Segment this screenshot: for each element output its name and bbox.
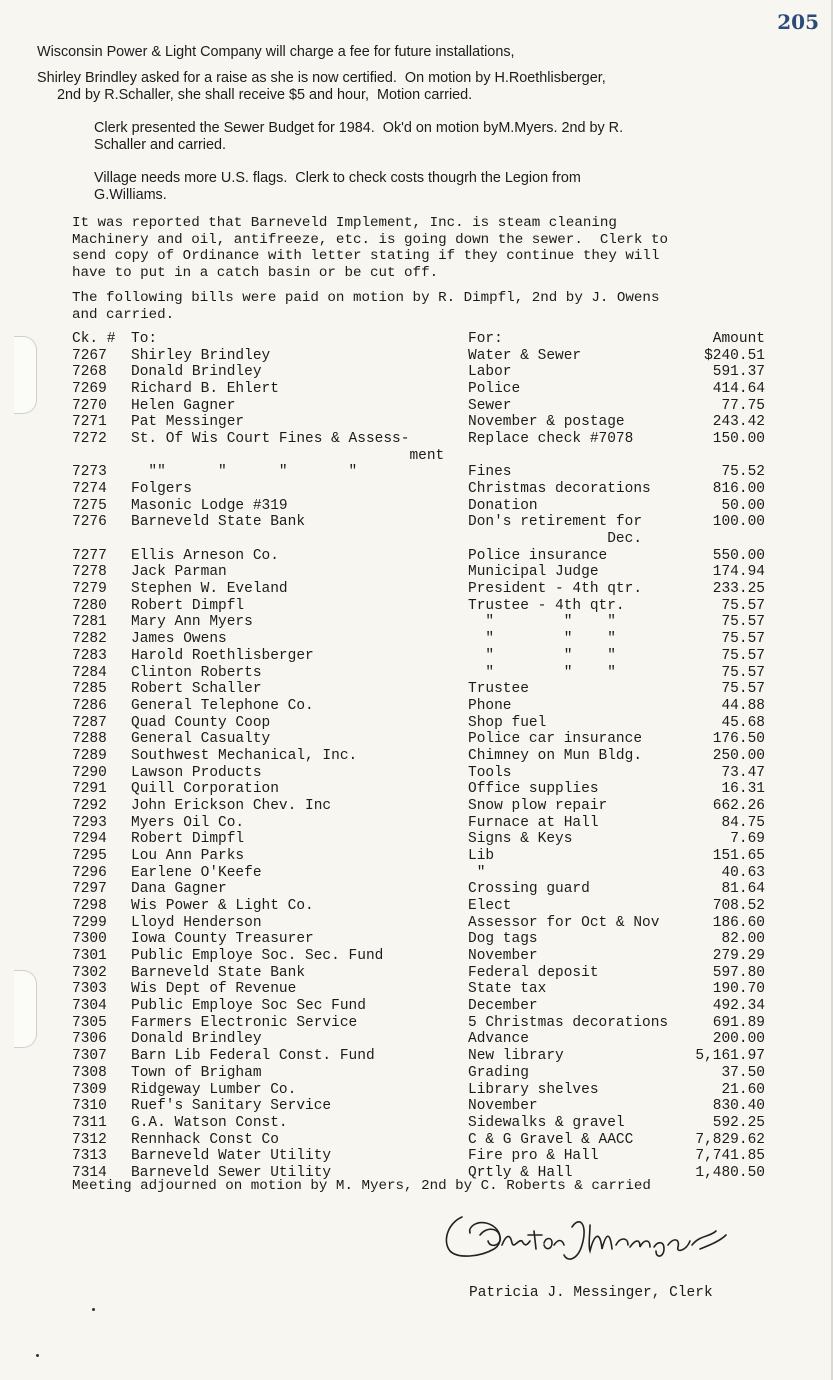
cell-amount: 662.26 <box>712 797 765 814</box>
cell-ck: 7301 <box>72 948 107 965</box>
cell-for: November & postage <box>468 414 625 431</box>
cell-for: Qrtly & Hall <box>468 1164 573 1181</box>
cell-to: Quad County Coop <box>131 714 271 731</box>
table-row <box>0 781 833 798</box>
cell-for: " " " <box>468 614 616 631</box>
cell-to: Ridgeway Lumber Co. <box>131 1081 297 1098</box>
cell-to: Public Employe Soc Sec Fund <box>131 998 366 1015</box>
cell-for: Municipal Judge <box>468 564 599 581</box>
table-row <box>0 881 833 898</box>
paper-speck <box>92 1308 95 1311</box>
cell-ck: 7273 <box>72 464 107 481</box>
cell-amount: 7,829.62 <box>695 1131 765 1148</box>
cell-amount: 75.52 <box>721 464 765 481</box>
cell-ck: 7306 <box>72 1031 107 1048</box>
table-row <box>0 665 833 682</box>
cell-ck: 7304 <box>72 998 107 1015</box>
table-row <box>0 1148 833 1165</box>
cell-ck: 7298 <box>72 898 107 915</box>
cell-amount: 21.60 <box>721 1081 765 1098</box>
page-number: 205 <box>777 10 819 34</box>
cell-amount: 233.25 <box>712 581 765 598</box>
cell-amount: 150.00 <box>712 431 765 447</box>
paragraph-implement-report: It was reported that Barneveld Implement, Inc. is steam cleaning Machinery and oil, antifreeze, etc. is going down the sewer. Clerk to send copy of Ordinance with letter stating if they continue they will have to put in a catch basin or be cut off. <box>72 215 668 282</box>
cell-to: Helen Gagner <box>131 397 236 414</box>
table-row <box>0 681 833 698</box>
cell-ck: 7303 <box>72 981 107 998</box>
cell-for: Water & Sewer <box>468 347 582 364</box>
cell-amount: 75.57 <box>721 631 765 648</box>
cell-ck: 7281 <box>72 614 107 631</box>
cell-amount: 174.94 <box>712 564 765 581</box>
cell-for: C & G Gravel & AACC <box>468 1131 634 1148</box>
paragraph-power-company: Wisconsin Power & Light Company will charge a fee for future installations, <box>37 44 515 60</box>
cell-to: Lawson Products <box>131 764 262 781</box>
cell-to: Mary Ann Myers <box>131 614 253 631</box>
table-row <box>0 1031 833 1048</box>
table-row <box>0 348 833 365</box>
cell-to: Ellis Arneson Co. <box>131 547 279 564</box>
table-row <box>0 848 833 865</box>
cell-for: New library <box>468 1048 564 1065</box>
cell-amount: 591.37 <box>712 364 765 381</box>
cell-amount: 75.57 <box>721 597 765 614</box>
cell-amount: 250.00 <box>712 747 765 764</box>
cell-amount: 44.88 <box>721 697 765 714</box>
cell-ck: 7270 <box>72 397 107 414</box>
cell-amount: 550.00 <box>712 547 765 564</box>
cell-to: Wis Dept of Revenue <box>131 981 297 998</box>
table-row <box>0 598 833 615</box>
cell-ck: 7276 <box>72 514 107 531</box>
table-row <box>0 698 833 715</box>
cell-for: President - 4th qtr. <box>468 581 643 598</box>
cell-to: Iowa County Treasurer <box>131 931 314 948</box>
cell-ck: 7292 <box>72 797 107 814</box>
paper-speck <box>36 1354 39 1357</box>
cell-amount: 830.40 <box>712 1098 765 1115</box>
cell-for: Advance <box>468 1031 529 1048</box>
cell-ck: 7314 <box>72 1164 107 1181</box>
cell-ck: 7296 <box>72 864 107 881</box>
table-row <box>0 1048 833 1065</box>
cell-to: G.A. Watson Const. <box>131 1114 288 1131</box>
cell-to: James Owens <box>131 631 227 648</box>
table-row <box>0 1115 833 1132</box>
cell-to: Town of Brigham <box>131 1064 262 1081</box>
cell-amount: 50.00 <box>721 497 765 514</box>
cell-amount: 151.65 <box>712 848 765 864</box>
cell-amount: 176.50 <box>712 731 765 748</box>
cell-ck: 7313 <box>72 1148 107 1165</box>
cell-to: Robert Dimpfl <box>131 831 245 848</box>
cell-ck: 7274 <box>72 481 107 498</box>
cell-to: Farmers Electronic Service <box>131 1014 358 1031</box>
cell-to: Stephen W. Eveland <box>131 581 288 598</box>
cell-amount: 84.75 <box>721 814 765 831</box>
cell-amount: 81.64 <box>721 881 765 898</box>
cell-for: " " " <box>468 631 616 648</box>
header-amount: Amount <box>712 331 765 347</box>
table-row <box>0 464 833 481</box>
clerk-signature <box>440 1205 740 1275</box>
cell-amount: 243.42 <box>712 414 765 431</box>
cell-to: Ruef's Sanitary Service <box>131 1098 332 1115</box>
cell-amount: 7,741.85 <box>695 1148 765 1165</box>
cell-amount: 816.00 <box>712 481 765 498</box>
cell-ck: 7272 <box>72 431 107 447</box>
cell-to: Quill Corporation <box>131 781 279 798</box>
cell-for: Don's retirement for <box>468 514 643 531</box>
cell-amount: 16.31 <box>721 781 765 798</box>
cell-ck: 7284 <box>72 664 107 681</box>
cell-amount: 200.00 <box>712 1031 765 1048</box>
cell-ck: 7312 <box>72 1131 107 1148</box>
table-row <box>0 514 833 531</box>
table-row <box>0 898 833 915</box>
table-row <box>0 414 833 431</box>
cell-ck: 7294 <box>72 831 107 848</box>
cell-amount: 190.70 <box>712 981 765 998</box>
cell-amount: 37.50 <box>721 1064 765 1081</box>
table-row <box>0 548 833 565</box>
cell-to: General Casualty <box>131 731 271 748</box>
cell-ck: 7308 <box>72 1064 107 1081</box>
table-row <box>0 381 833 398</box>
cell-to: Masonic Lodge #319 <box>131 497 288 514</box>
table-row <box>0 1015 833 1032</box>
cell-ck: 7289 <box>72 747 107 764</box>
cell-to: Earlene O'Keefe <box>131 864 262 881</box>
cell-ck: 7278 <box>72 564 107 581</box>
cell-to: Richard B. Ehlert <box>131 380 279 397</box>
cell-for: Chimney on Mun Bldg. <box>468 747 643 764</box>
cell-for: " " " <box>468 647 616 664</box>
cell-for: Trustee - 4th qtr. <box>468 597 625 614</box>
cell-to: Donald Brindley <box>131 364 262 381</box>
cell-for: Assessor for Oct & Nov <box>468 914 660 931</box>
cell-for: Dog tags <box>468 931 538 948</box>
cell-ck: 7283 <box>72 647 107 664</box>
cell-for: Shop fuel <box>468 714 547 731</box>
cell-to: Folgers <box>131 481 192 498</box>
cell-for: Labor <box>468 364 512 381</box>
cell-amount: 7.69 <box>730 831 765 848</box>
cell-ck: 7307 <box>72 1048 107 1065</box>
cell-ck: 7280 <box>72 597 107 614</box>
cell-for: Police insurance <box>468 547 608 564</box>
cell-ck: 7299 <box>72 914 107 931</box>
cell-ck: 7293 <box>72 814 107 831</box>
cell-ck: 7290 <box>72 764 107 781</box>
cell-to: Barn Lib Federal Const. Fund <box>131 1048 375 1065</box>
table-header-row <box>0 331 833 348</box>
table-row <box>0 364 833 381</box>
table-row <box>0 731 833 748</box>
cell-for: Crossing guard <box>468 881 590 898</box>
cell-amount: 45.68 <box>721 714 765 731</box>
closing-line: Meeting adjourned on motion by M. Myers, 2nd by C. Roberts & carried <box>72 1178 651 1194</box>
cell-amount: 75.57 <box>721 614 765 631</box>
paragraph-bills-motion: The following bills were paid on motion by R. Dimpfl, 2nd by J. Owens and carried. <box>72 290 660 323</box>
cell-amount: 186.60 <box>712 914 765 931</box>
table-row <box>0 998 833 1015</box>
cell-to: Donald Brindley <box>131 1031 262 1048</box>
cell-ck: 7300 <box>72 931 107 948</box>
cell-to: Rennhack Const Co <box>131 1131 279 1148</box>
cell-to: Robert Dimpfl <box>131 597 245 614</box>
cell-ck: 7277 <box>72 547 107 564</box>
cell-for: November <box>468 948 538 965</box>
cell-for: Federal deposit <box>468 964 599 981</box>
cell-ck: 7271 <box>72 414 107 431</box>
cell-ck: 7288 <box>72 731 107 748</box>
cell-amount: 492.34 <box>712 998 765 1015</box>
cell-for: 5 Christmas decorations <box>468 1014 669 1031</box>
cell-amount: $240.51 <box>704 347 765 364</box>
table-row <box>0 1082 833 1099</box>
table-row <box>0 431 833 448</box>
cell-amount: 75.57 <box>721 647 765 664</box>
cell-amount: 1,480.50 <box>695 1164 765 1181</box>
cell-amount: 592.25 <box>712 1114 765 1131</box>
cell-for: Signs & Keys <box>468 831 573 848</box>
cell-amount: 77.75 <box>721 397 765 414</box>
cell-amount: 691.89 <box>712 1014 765 1031</box>
cell-ck: 7287 <box>72 714 107 731</box>
cell-to: Wis Power & Light Co. <box>131 898 314 915</box>
cell-to: Shirley Brindley <box>131 347 271 364</box>
cell-ck: 7302 <box>72 964 107 981</box>
cell-ck: 7311 <box>72 1114 107 1131</box>
cell-for: Fines <box>468 464 512 481</box>
table-row <box>0 1065 833 1082</box>
cell-for: Snow plow repair <box>468 797 608 814</box>
cell-amount: 414.64 <box>712 380 765 397</box>
cell-to: Lou Ann Parks <box>131 848 245 864</box>
cell-for: Replace check #7078 <box>468 431 634 447</box>
table-row <box>0 965 833 982</box>
cell-amount: 597.80 <box>712 964 765 981</box>
table-row <box>0 564 833 581</box>
cell-amount: 100.00 <box>712 514 765 531</box>
cell-to: John Erickson Chev. Inc <box>131 797 332 814</box>
cell-to: Lloyd Henderson <box>131 914 262 931</box>
cell-for: Sewer <box>468 397 512 414</box>
cell-to: Pat Messinger <box>131 414 245 431</box>
header-ck: Ck. # <box>72 331 116 347</box>
table-row <box>0 531 833 548</box>
table-row <box>0 631 833 648</box>
table-row <box>0 581 833 598</box>
table-row <box>0 398 833 415</box>
cell-for: Furnace at Hall <box>468 814 599 831</box>
cell-for: Elect <box>468 898 512 915</box>
cell-to: Barneveld State Bank <box>131 964 306 981</box>
table-row <box>0 715 833 732</box>
cell-to: Barneveld Sewer Utility <box>131 1164 332 1181</box>
cell-to: General Telephone Co. <box>131 697 314 714</box>
cell-for: Library shelves <box>468 1081 599 1098</box>
cell-ck: 7310 <box>72 1098 107 1115</box>
cell-to: "" " " " <box>131 464 358 481</box>
cell-for: Lib <box>468 848 495 864</box>
cell-for: " <box>468 864 486 881</box>
header-for: For: <box>468 331 503 347</box>
table-row <box>0 865 833 882</box>
cell-amount: 708.52 <box>712 898 765 915</box>
table-row <box>0 648 833 665</box>
table-row <box>0 815 833 832</box>
cell-ck: 7267 <box>72 347 107 364</box>
cell-amount: 40.63 <box>721 864 765 881</box>
cell-for: Fire pro & Hall <box>468 1148 599 1165</box>
table-row <box>0 981 833 998</box>
cell-amount: 75.57 <box>721 664 765 681</box>
cell-amount: 73.47 <box>721 764 765 781</box>
cell-for: Grading <box>468 1064 529 1081</box>
cell-to: Myers Oil Co. <box>131 814 245 831</box>
cell-for: State tax <box>468 981 547 998</box>
table-row <box>0 748 833 765</box>
cell-ck: 7305 <box>72 1014 107 1031</box>
cell-for: Sidewalks & gravel <box>468 1114 625 1131</box>
cell-ck: 7282 <box>72 631 107 648</box>
cell-for: Police <box>468 380 521 397</box>
cell-to: Jack Parman <box>131 564 227 581</box>
cell-to: St. Of Wis Court Fines & Assess- <box>131 431 410 447</box>
cell-for: Police car insurance <box>468 731 643 748</box>
paragraph-flags: Village needs more U.S. flags. Clerk to check costs thougrh the Legion from G.Williams. <box>94 170 581 203</box>
cell-ck: 7269 <box>72 380 107 397</box>
cell-ck: 7309 <box>72 1081 107 1098</box>
cell-for: Tools <box>468 764 512 781</box>
cell-for: Christmas decorations <box>468 481 651 498</box>
cell-amount: 75.57 <box>721 681 765 698</box>
cell-ck: 7295 <box>72 848 107 864</box>
table-row <box>0 481 833 498</box>
cell-for: Dec. <box>468 531 643 548</box>
cell-to: Southwest Mechanical, Inc. <box>131 747 358 764</box>
cell-ck: 7291 <box>72 781 107 798</box>
cell-for: Donation <box>468 497 538 514</box>
cell-amount: 5,161.97 <box>695 1048 765 1065</box>
table-row <box>0 831 833 848</box>
table-row <box>0 498 833 515</box>
cell-amount: 279.29 <box>712 948 765 965</box>
cell-to: Robert Schaller <box>131 681 262 698</box>
table-row <box>0 448 833 465</box>
cell-amount: 82.00 <box>721 931 765 948</box>
cell-to: Dana Gagner <box>131 881 227 898</box>
cell-to: Harold Roethlisberger <box>131 647 314 664</box>
cell-for: Office supplies <box>468 781 599 798</box>
header-to: To: <box>131 331 158 347</box>
table-row <box>0 1098 833 1115</box>
cell-ck: 7279 <box>72 581 107 598</box>
paragraph-raise: Shirley Brindley asked for a raise as she is now certified. On motion by H.Roethlisberger, 2nd by R.Schaller, she shall receive $5 and hour, Motion carried. <box>37 70 606 103</box>
cell-for: " " " <box>468 664 616 681</box>
cell-for: November <box>468 1098 538 1115</box>
cell-for: December <box>468 998 538 1015</box>
cell-to: Barneveld Water Utility <box>131 1148 332 1165</box>
paragraph-sewer-budget: Clerk presented the Sewer Budget for 1984. Ok'd on motion byM.Myers. 2nd by R. Schaller and carried. <box>94 120 624 153</box>
table-row <box>0 915 833 932</box>
table-row <box>0 614 833 631</box>
table-row <box>0 765 833 782</box>
cell-ck: 7275 <box>72 497 107 514</box>
cell-to: ment <box>131 447 445 464</box>
cell-to: Barneveld State Bank <box>131 514 306 531</box>
cell-to: Clinton Roberts <box>131 664 262 681</box>
cell-for: Trustee <box>468 681 529 698</box>
cell-for: Phone <box>468 697 512 714</box>
clerk-name: Patricia J. Messinger, Clerk <box>469 1285 713 1301</box>
cell-to: Public Employe Soc. Sec. Fund <box>131 948 384 965</box>
table-row <box>0 1132 833 1149</box>
cell-ck: 7268 <box>72 364 107 381</box>
table-row <box>0 931 833 948</box>
cell-ck: 7285 <box>72 681 107 698</box>
cell-ck: 7286 <box>72 697 107 714</box>
table-row <box>0 798 833 815</box>
table-row <box>0 948 833 965</box>
cell-ck: 7297 <box>72 881 107 898</box>
